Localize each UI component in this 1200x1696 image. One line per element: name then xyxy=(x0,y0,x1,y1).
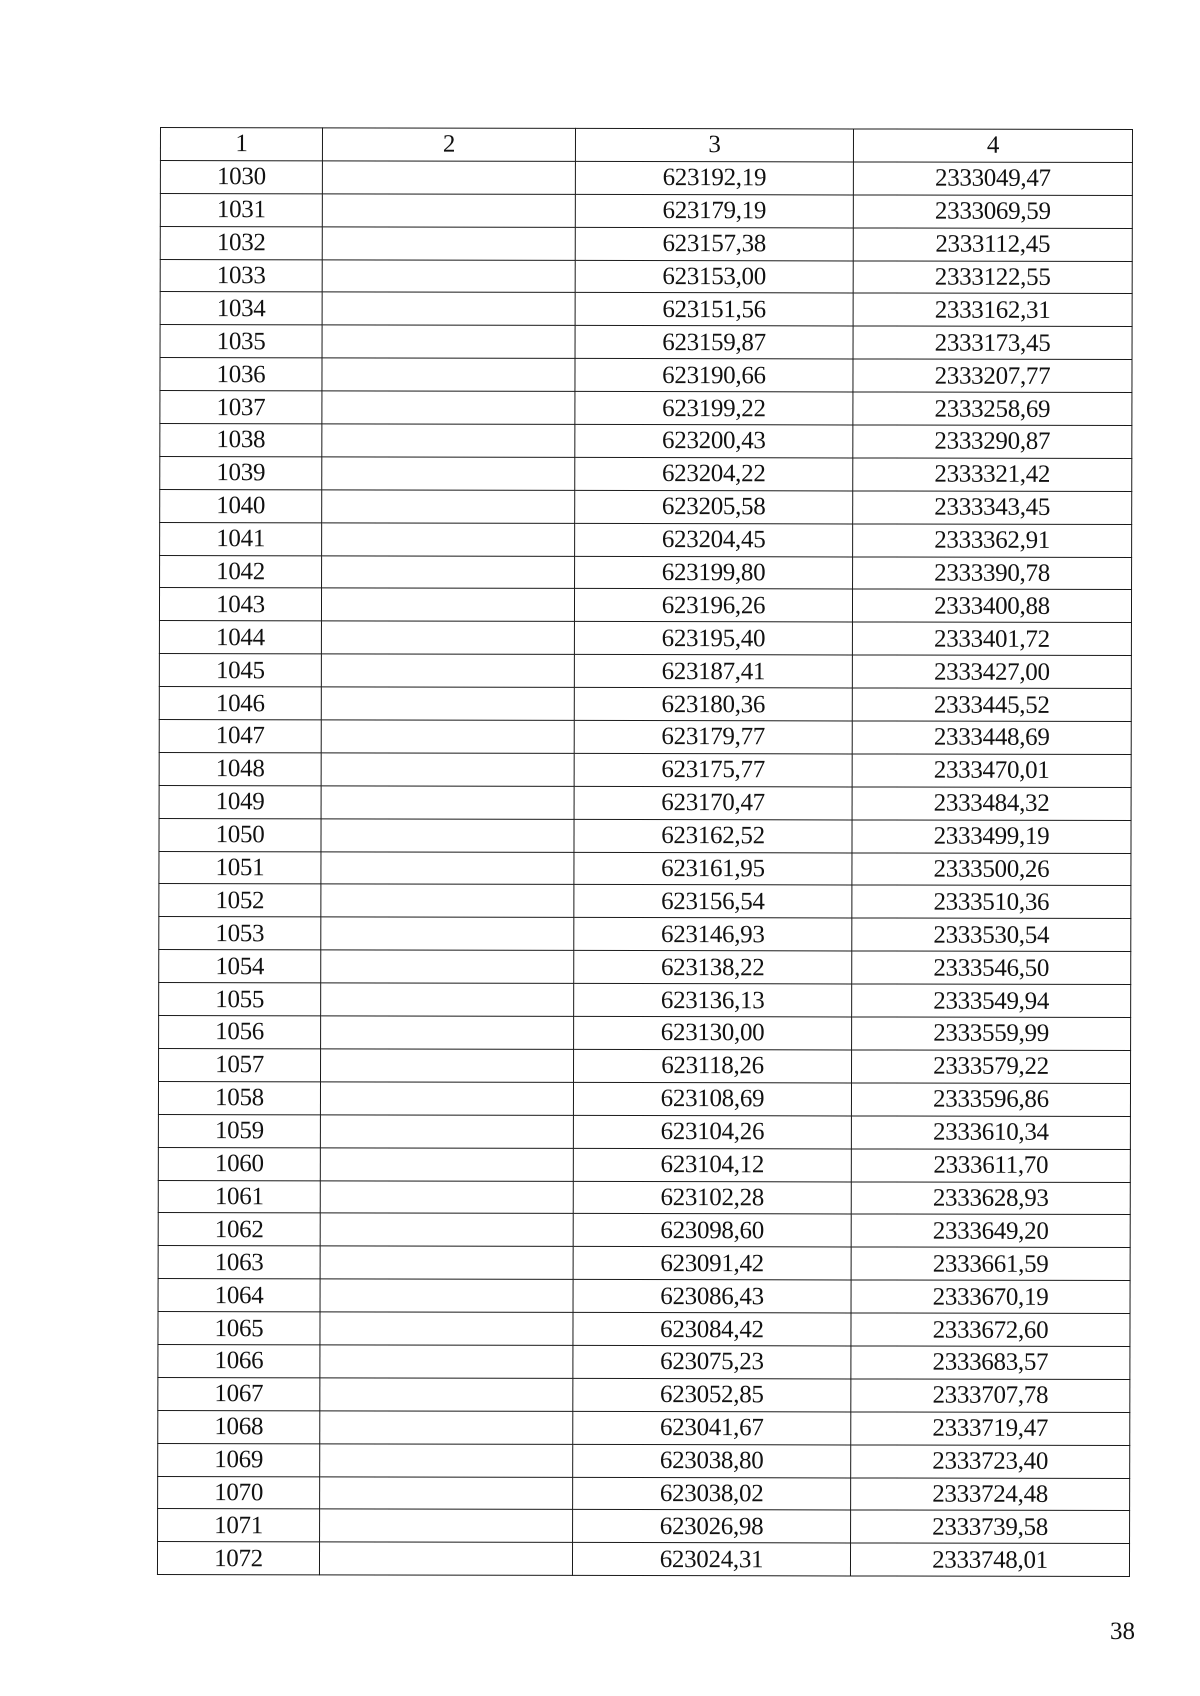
table-cell-col-2 xyxy=(320,1411,573,1444)
table-cell-col-3: 623180,36 xyxy=(574,688,852,721)
table-row xyxy=(159,588,1131,623)
table-cell-col-4: 2333390,78 xyxy=(853,557,1132,590)
table-cell-col-1: 1045 xyxy=(159,654,321,687)
table-cell-col-3: 623162,52 xyxy=(574,819,852,852)
table-cell-col-3: 623179,19 xyxy=(575,194,853,227)
table-cell-col-1: 1044 xyxy=(159,621,321,654)
table-cell-col-4: 2333362,91 xyxy=(853,524,1132,557)
table-cell-col-4: 2333510,36 xyxy=(852,885,1131,918)
table-row xyxy=(157,1542,1129,1577)
table-cell-col-1: 1060 xyxy=(158,1147,320,1180)
table-cell-col-1: 1069 xyxy=(158,1443,320,1476)
table-cell-col-3: 623192,19 xyxy=(575,161,853,194)
table-row xyxy=(158,1081,1130,1116)
table-cell-col-3: 623038,02 xyxy=(573,1477,851,1510)
table-cell-col-4: 2333484,32 xyxy=(852,787,1131,820)
table-row xyxy=(159,720,1131,755)
table-cell-col-2 xyxy=(321,983,574,1016)
table-row xyxy=(158,1213,1130,1248)
table-cell-col-3: 623038,80 xyxy=(573,1444,851,1477)
table-cell-col-3: 623104,26 xyxy=(573,1115,851,1148)
table-cell-col-3: 623204,45 xyxy=(575,523,853,556)
table-cell-col-1: 1057 xyxy=(159,1048,321,1081)
table-row xyxy=(159,884,1131,919)
table-row xyxy=(160,325,1132,360)
table-row xyxy=(158,1147,1130,1182)
header-col-1: 1 xyxy=(160,128,322,161)
table-row xyxy=(160,456,1132,491)
table-row xyxy=(160,160,1132,195)
table-cell-col-4: 2333400,88 xyxy=(852,589,1131,622)
table-row xyxy=(159,687,1131,722)
table-row xyxy=(158,1476,1130,1511)
table-cell-col-1: 1055 xyxy=(159,983,321,1016)
table-cell-col-2 xyxy=(321,851,574,884)
table-cell-col-2 xyxy=(320,1509,573,1542)
table-cell-col-1: 1068 xyxy=(158,1410,320,1443)
table-cell-col-2 xyxy=(321,884,574,917)
table-cell-col-4: 2333343,45 xyxy=(853,491,1132,524)
table-cell-col-1: 1033 xyxy=(160,259,322,292)
table-cell-col-1: 1031 xyxy=(160,193,322,226)
table-cell-col-1: 1046 xyxy=(159,687,321,720)
table-row xyxy=(159,785,1131,820)
table-cell-col-2 xyxy=(320,1213,573,1246)
table-cell-col-2 xyxy=(322,358,575,391)
table-cell-col-1: 1039 xyxy=(160,456,322,489)
header-col-3: 3 xyxy=(575,128,853,161)
table-row xyxy=(160,522,1132,557)
table-cell-col-3: 623104,12 xyxy=(573,1148,851,1181)
table-cell-col-1: 1041 xyxy=(160,522,322,555)
table-row xyxy=(158,1114,1130,1149)
table-cell-col-2 xyxy=(322,490,575,523)
table-cell-col-2 xyxy=(322,555,575,588)
table-cell-col-3: 623187,41 xyxy=(574,655,852,688)
table-cell-col-1: 1042 xyxy=(160,555,322,588)
table-cell-col-1: 1062 xyxy=(158,1213,320,1246)
table-cell-col-4: 2333748,01 xyxy=(850,1543,1129,1576)
table-cell-col-2 xyxy=(322,292,575,325)
table-row xyxy=(158,1279,1130,1314)
table-cell-col-3: 623026,98 xyxy=(573,1510,851,1543)
table-row xyxy=(158,1246,1130,1281)
table-cell-col-1: 1065 xyxy=(158,1312,320,1345)
table-cell-col-1: 1034 xyxy=(160,292,322,325)
table-cell-col-1: 1035 xyxy=(160,325,322,358)
table-cell-col-3: 623199,22 xyxy=(575,391,853,424)
table-cell-col-4: 2333610,34 xyxy=(851,1116,1130,1149)
table-cell-col-3: 623157,38 xyxy=(575,227,853,260)
table-cell-col-4: 2333448,69 xyxy=(852,721,1131,754)
table-cell-col-4: 2333546,50 xyxy=(852,951,1131,984)
table-cell-col-4: 2333670,19 xyxy=(851,1280,1130,1313)
table-cell-col-2 xyxy=(321,621,574,654)
table-cell-col-4: 2333707,78 xyxy=(851,1379,1130,1412)
table-cell-col-2 xyxy=(322,259,575,292)
table-cell-col-1: 1050 xyxy=(159,818,321,851)
table-cell-col-3: 623151,56 xyxy=(575,293,853,326)
table-cell-col-4: 2333470,01 xyxy=(852,754,1131,787)
table-cell-col-2 xyxy=(320,1345,573,1378)
table-cell-col-1: 1052 xyxy=(159,884,321,917)
table-row xyxy=(159,621,1131,656)
table-cell-col-1: 1072 xyxy=(157,1542,319,1575)
table-cell-col-4: 2333162,31 xyxy=(853,293,1132,326)
table-cell-col-2 xyxy=(320,1443,573,1476)
table-cell-col-2 xyxy=(321,819,574,852)
table-cell-col-2 xyxy=(322,523,575,556)
table-cell-col-3: 623138,22 xyxy=(574,951,852,984)
table-cell-col-3: 623195,40 xyxy=(574,622,852,655)
table-cell-col-1: 1061 xyxy=(158,1180,320,1213)
table-cell-col-1: 1059 xyxy=(158,1114,320,1147)
table-cell-col-2 xyxy=(320,1246,573,1279)
table-row xyxy=(160,193,1132,228)
table-cell-col-2 xyxy=(321,753,574,786)
table-cell-col-2 xyxy=(320,1115,573,1148)
table-cell-col-2 xyxy=(322,325,575,358)
table-cell-col-3: 623041,67 xyxy=(573,1411,851,1444)
table-cell-col-4: 2333049,47 xyxy=(853,162,1132,195)
table-cell-col-4: 2333401,72 xyxy=(852,622,1131,655)
table-cell-col-4: 2333596,86 xyxy=(851,1083,1130,1116)
table-cell-col-2 xyxy=(321,917,574,950)
table-cell-col-2 xyxy=(321,1016,574,1049)
table-row xyxy=(160,489,1132,524)
table-cell-col-1: 1051 xyxy=(159,851,321,884)
table-cell-col-3: 623108,69 xyxy=(573,1082,851,1115)
table-row xyxy=(160,391,1132,426)
table-row xyxy=(159,917,1131,952)
table-cell-col-2 xyxy=(321,588,574,621)
table-row xyxy=(158,1344,1130,1379)
table-cell-col-4: 2333719,47 xyxy=(851,1412,1130,1445)
header-col-4: 4 xyxy=(853,129,1132,162)
table-cell-col-2 xyxy=(319,1542,572,1575)
table-cell-col-2 xyxy=(320,1147,573,1180)
table-body xyxy=(157,160,1132,1576)
table-row xyxy=(160,555,1132,590)
table-cell-col-4: 2333173,45 xyxy=(853,326,1132,359)
table-row xyxy=(158,1312,1130,1347)
table-cell-col-4: 2333579,22 xyxy=(851,1050,1130,1083)
table-cell-col-1: 1049 xyxy=(159,785,321,818)
table-cell-col-3: 623102,28 xyxy=(573,1181,851,1214)
table-cell-col-1: 1048 xyxy=(159,752,321,785)
table-cell-col-1: 1063 xyxy=(158,1246,320,1279)
table-cell-col-3: 623146,93 xyxy=(574,918,852,951)
table-cell-col-2 xyxy=(321,720,574,753)
table-cell-col-4: 2333530,54 xyxy=(852,918,1131,951)
table-cell-col-2 xyxy=(320,1279,573,1312)
table-cell-col-2 xyxy=(320,1476,573,1509)
table-cell-col-2 xyxy=(322,391,575,424)
table-cell-col-2 xyxy=(322,457,575,490)
table-cell-col-2 xyxy=(320,1180,573,1213)
table-row xyxy=(158,1180,1130,1215)
table-cell-col-4: 2333427,00 xyxy=(852,655,1131,688)
table-cell-col-3: 623204,22 xyxy=(575,457,853,490)
table-cell-col-1: 1070 xyxy=(158,1476,320,1509)
table-cell-col-1: 1036 xyxy=(160,358,322,391)
table-cell-col-4: 2333649,20 xyxy=(851,1214,1130,1247)
table-cell-col-4: 2333207,77 xyxy=(853,359,1132,392)
table-cell-col-4: 2333445,52 xyxy=(852,688,1131,721)
table-cell-col-1: 1071 xyxy=(158,1509,320,1542)
table-cell-col-3: 623161,95 xyxy=(574,852,852,885)
table-cell-col-1: 1064 xyxy=(158,1279,320,1312)
table-cell-col-3: 623205,58 xyxy=(575,490,853,523)
table-cell-col-1: 1058 xyxy=(158,1081,320,1114)
table-cell-col-2 xyxy=(322,227,575,260)
table-row xyxy=(159,1016,1131,1051)
table-cell-col-2 xyxy=(321,1049,574,1082)
table-cell-col-3: 623156,54 xyxy=(574,885,852,918)
table-cell-col-3: 623179,77 xyxy=(574,720,852,753)
table-cell-col-4: 2333672,60 xyxy=(851,1313,1130,1346)
table-cell-col-3: 623136,13 xyxy=(574,984,852,1017)
table-row xyxy=(160,259,1132,294)
table-cell-col-1: 1053 xyxy=(159,917,321,950)
table-row xyxy=(158,1377,1130,1412)
table-cell-col-1: 1030 xyxy=(160,160,322,193)
table-row xyxy=(159,818,1131,853)
table-cell-col-3: 623199,80 xyxy=(575,556,853,589)
table-cell-col-4: 2333628,93 xyxy=(851,1181,1130,1214)
table-cell-col-2 xyxy=(320,1378,573,1411)
table-cell-col-1: 1032 xyxy=(160,226,322,259)
table-cell-col-3: 623084,42 xyxy=(573,1312,851,1345)
table-cell-col-3: 623052,85 xyxy=(573,1378,851,1411)
table-cell-col-4: 2333549,94 xyxy=(852,984,1131,1017)
table-cell-col-4: 2333723,40 xyxy=(851,1445,1130,1478)
table-cell-col-3: 623170,47 xyxy=(574,786,852,819)
table-row xyxy=(160,226,1132,261)
table-header-row xyxy=(160,128,1132,163)
table-cell-col-2 xyxy=(322,424,575,457)
table-cell-col-4: 2333739,58 xyxy=(851,1510,1130,1543)
table-cell-col-1: 1056 xyxy=(159,1016,321,1049)
table-row xyxy=(159,1048,1131,1083)
table-cell-col-1: 1054 xyxy=(159,950,321,983)
table-cell-col-4: 2333499,19 xyxy=(852,820,1131,853)
table-cell-col-3: 623153,00 xyxy=(575,260,853,293)
table-cell-col-1: 1043 xyxy=(159,588,321,621)
table-cell-col-4: 2333724,48 xyxy=(851,1477,1130,1510)
table-row xyxy=(159,654,1131,689)
table-cell-col-2 xyxy=(320,1082,573,1115)
table-cell-col-4: 2333112,45 xyxy=(853,228,1132,261)
table-cell-col-1: 1038 xyxy=(160,424,322,457)
table-cell-col-3: 623098,60 xyxy=(573,1214,851,1247)
table-cell-col-3: 623196,26 xyxy=(574,589,852,622)
table-cell-col-1: 1047 xyxy=(159,720,321,753)
table-cell-col-3: 623200,43 xyxy=(575,424,853,457)
table-cell-col-2 xyxy=(322,161,575,194)
table-row xyxy=(159,752,1131,787)
table-cell-col-3: 623091,42 xyxy=(573,1247,851,1280)
table-cell-col-4: 2333122,55 xyxy=(853,261,1132,294)
table-cell-col-3: 623130,00 xyxy=(574,1016,852,1049)
table-cell-col-4: 2333611,70 xyxy=(851,1149,1130,1182)
table-cell-col-1: 1066 xyxy=(158,1344,320,1377)
table-row xyxy=(159,851,1131,886)
header-col-2: 2 xyxy=(322,128,575,161)
table-cell-col-3: 623175,77 xyxy=(574,753,852,786)
table-cell-col-3: 623190,66 xyxy=(575,359,853,392)
table-cell-col-1: 1037 xyxy=(160,391,322,424)
table-cell-col-4: 2333500,26 xyxy=(852,853,1131,886)
table-row xyxy=(159,983,1131,1018)
table-cell-col-2 xyxy=(322,194,575,227)
table-cell-col-4: 2333661,59 xyxy=(851,1247,1130,1280)
table-cell-col-2 xyxy=(321,786,574,819)
table-cell-col-4: 2333683,57 xyxy=(851,1346,1130,1379)
table-row xyxy=(160,292,1132,327)
table-cell-col-4: 2333258,69 xyxy=(853,392,1132,425)
table-row xyxy=(160,358,1132,393)
table-row xyxy=(158,1443,1130,1478)
table-cell-col-3: 623086,43 xyxy=(573,1280,851,1313)
table-cell-col-4: 2333069,59 xyxy=(853,195,1132,228)
table-row xyxy=(158,1410,1130,1445)
table-cell-col-2 xyxy=(321,687,574,720)
table-cell-col-2 xyxy=(321,654,574,687)
table-cell-col-2 xyxy=(321,950,574,983)
table-cell-col-4: 2333559,99 xyxy=(852,1017,1131,1050)
table-cell-col-2 xyxy=(320,1312,573,1345)
page-number: 38 xyxy=(1110,1618,1135,1645)
table-row xyxy=(159,950,1131,985)
table-cell-col-3: 623024,31 xyxy=(572,1543,850,1576)
table-row xyxy=(158,1509,1130,1544)
table-cell-col-3: 623159,87 xyxy=(575,326,853,359)
table-cell-col-4: 2333321,42 xyxy=(853,458,1132,491)
table-cell-col-1: 1067 xyxy=(158,1377,320,1410)
table-cell-col-4: 2333290,87 xyxy=(853,425,1132,458)
table-cell-col-1: 1040 xyxy=(160,489,322,522)
table-cell-col-3: 623118,26 xyxy=(574,1049,852,1082)
table-cell-col-3: 623075,23 xyxy=(573,1345,851,1378)
table-row xyxy=(160,424,1132,459)
coordinates-table xyxy=(157,127,1133,1577)
